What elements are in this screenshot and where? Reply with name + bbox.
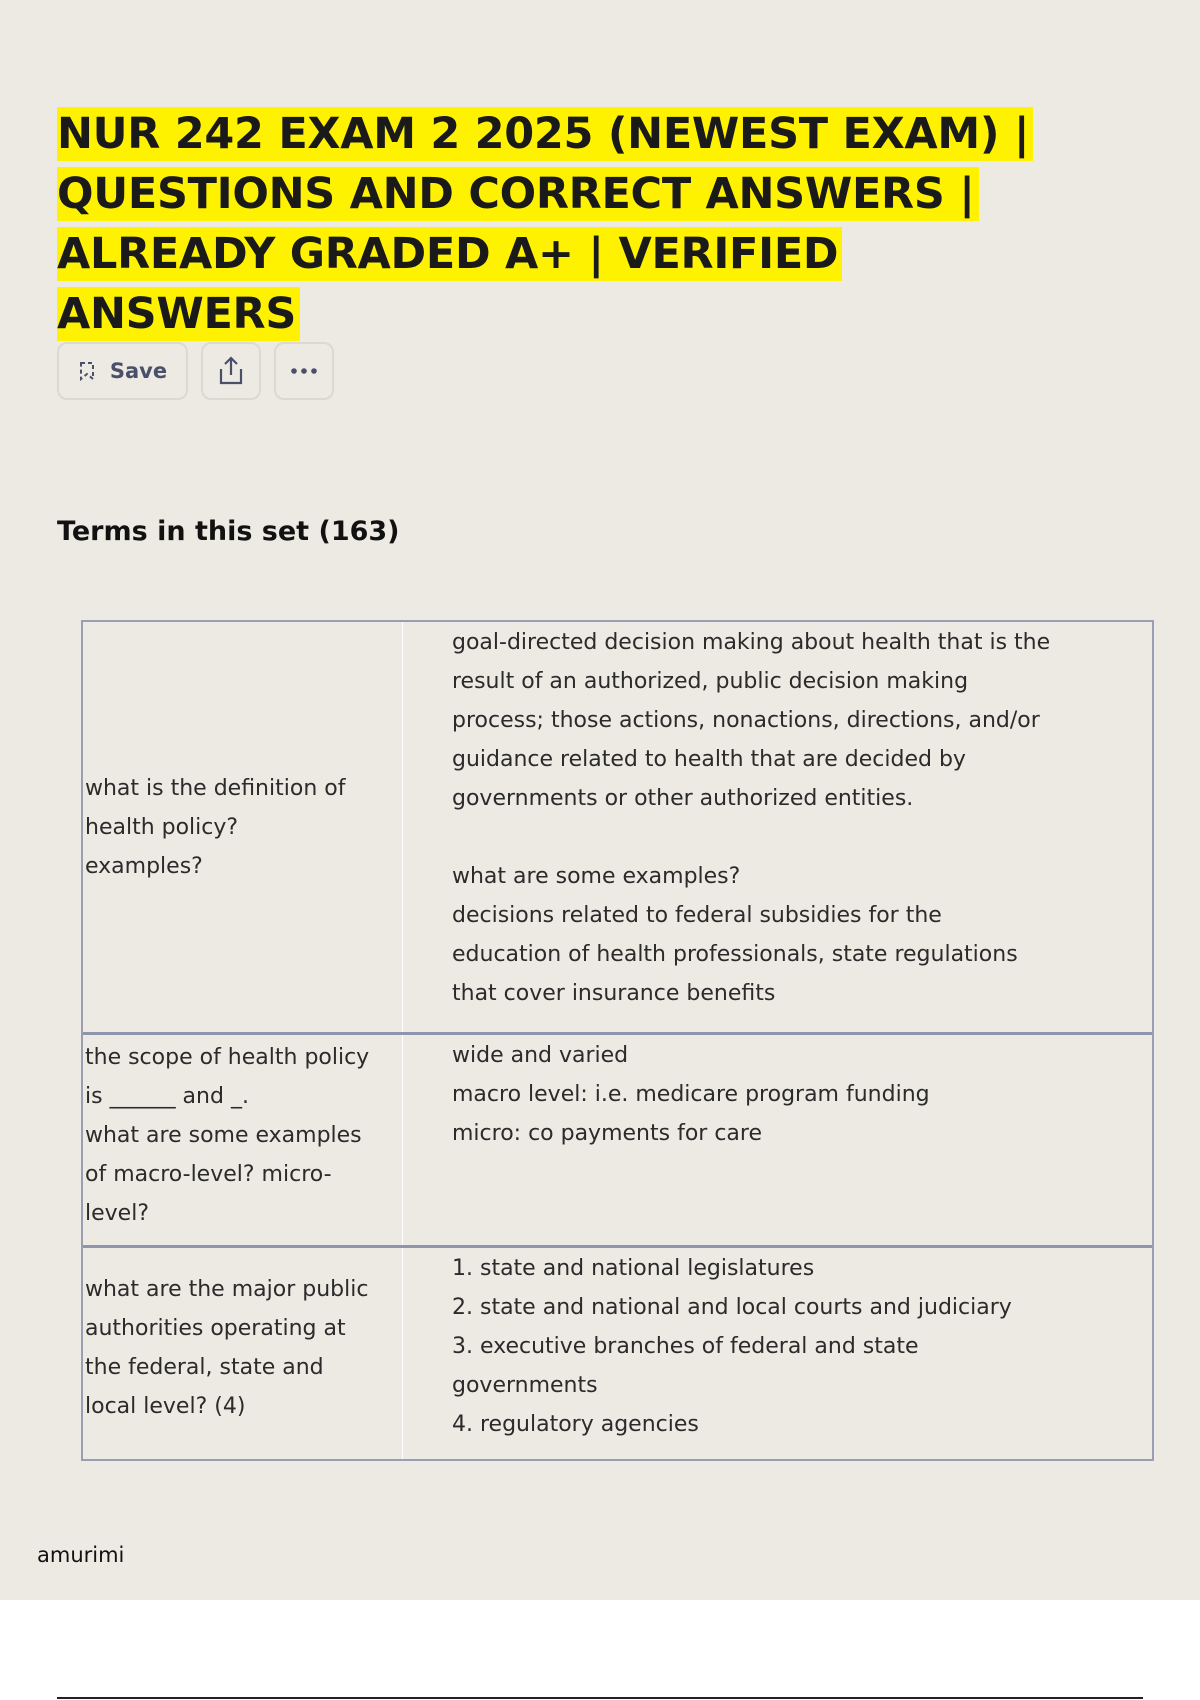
table-row — [83, 1245, 1152, 1459]
term-text: the scope of health policy is ______ and _. what are some examples of macro-level? micro- level? — [85, 1045, 370, 1226]
share-icon — [216, 355, 246, 387]
more-icon — [289, 367, 319, 375]
share-button[interactable] — [201, 342, 261, 400]
term-text: what is the definition of health policy? examples? — [85, 775, 346, 879]
terms-heading: Terms in this set (163) — [57, 516, 400, 547]
document-title — [57, 104, 1057, 344]
table-row — [83, 622, 1152, 1032]
author-name: amurimi — [37, 1543, 125, 1567]
definition-cell: goal-directed decision making about health that is the result of an authorized, public decision making process; those actions, nonactions, directions, and/or guidance related to health that are decided by governments or other authorized entities. what are some examples? decisions related to federal subsidies for the education of health professionals, state regulations that cover insurance benefits — [452, 630, 1051, 1006]
term-cell — [83, 1035, 403, 1245]
save-button[interactable] — [57, 342, 188, 400]
term-cell — [83, 622, 403, 1032]
flashcard-table — [81, 620, 1154, 1461]
definition-cell: wide and varied macro level: i.e. medicare program funding micro: co payments for care — [452, 1043, 930, 1146]
table-row — [83, 1032, 1152, 1245]
footer-divider — [57, 1697, 1143, 1699]
title-highlight: NUR 242 EXAM 2 2025 (NEWEST EXAM) | QUESTIONS AND CORRECT ANSWERS | ALREADY GRADED A+ | VERIFIED ANSWERS — [57, 107, 1033, 341]
bookmark-icon — [78, 361, 96, 381]
term-text: what are the major public authorities operating at the federal, state and local level? (4) — [85, 1277, 369, 1419]
more-options-button[interactable] — [274, 342, 334, 400]
term-cell — [83, 1248, 403, 1459]
save-label: Save — [109, 359, 168, 383]
definition-cell: 1. state and national legislatures 2. state and national and local courts and judiciary 3. executive branches of federal and state governments 4. regulatory agencies — [452, 1256, 1012, 1437]
